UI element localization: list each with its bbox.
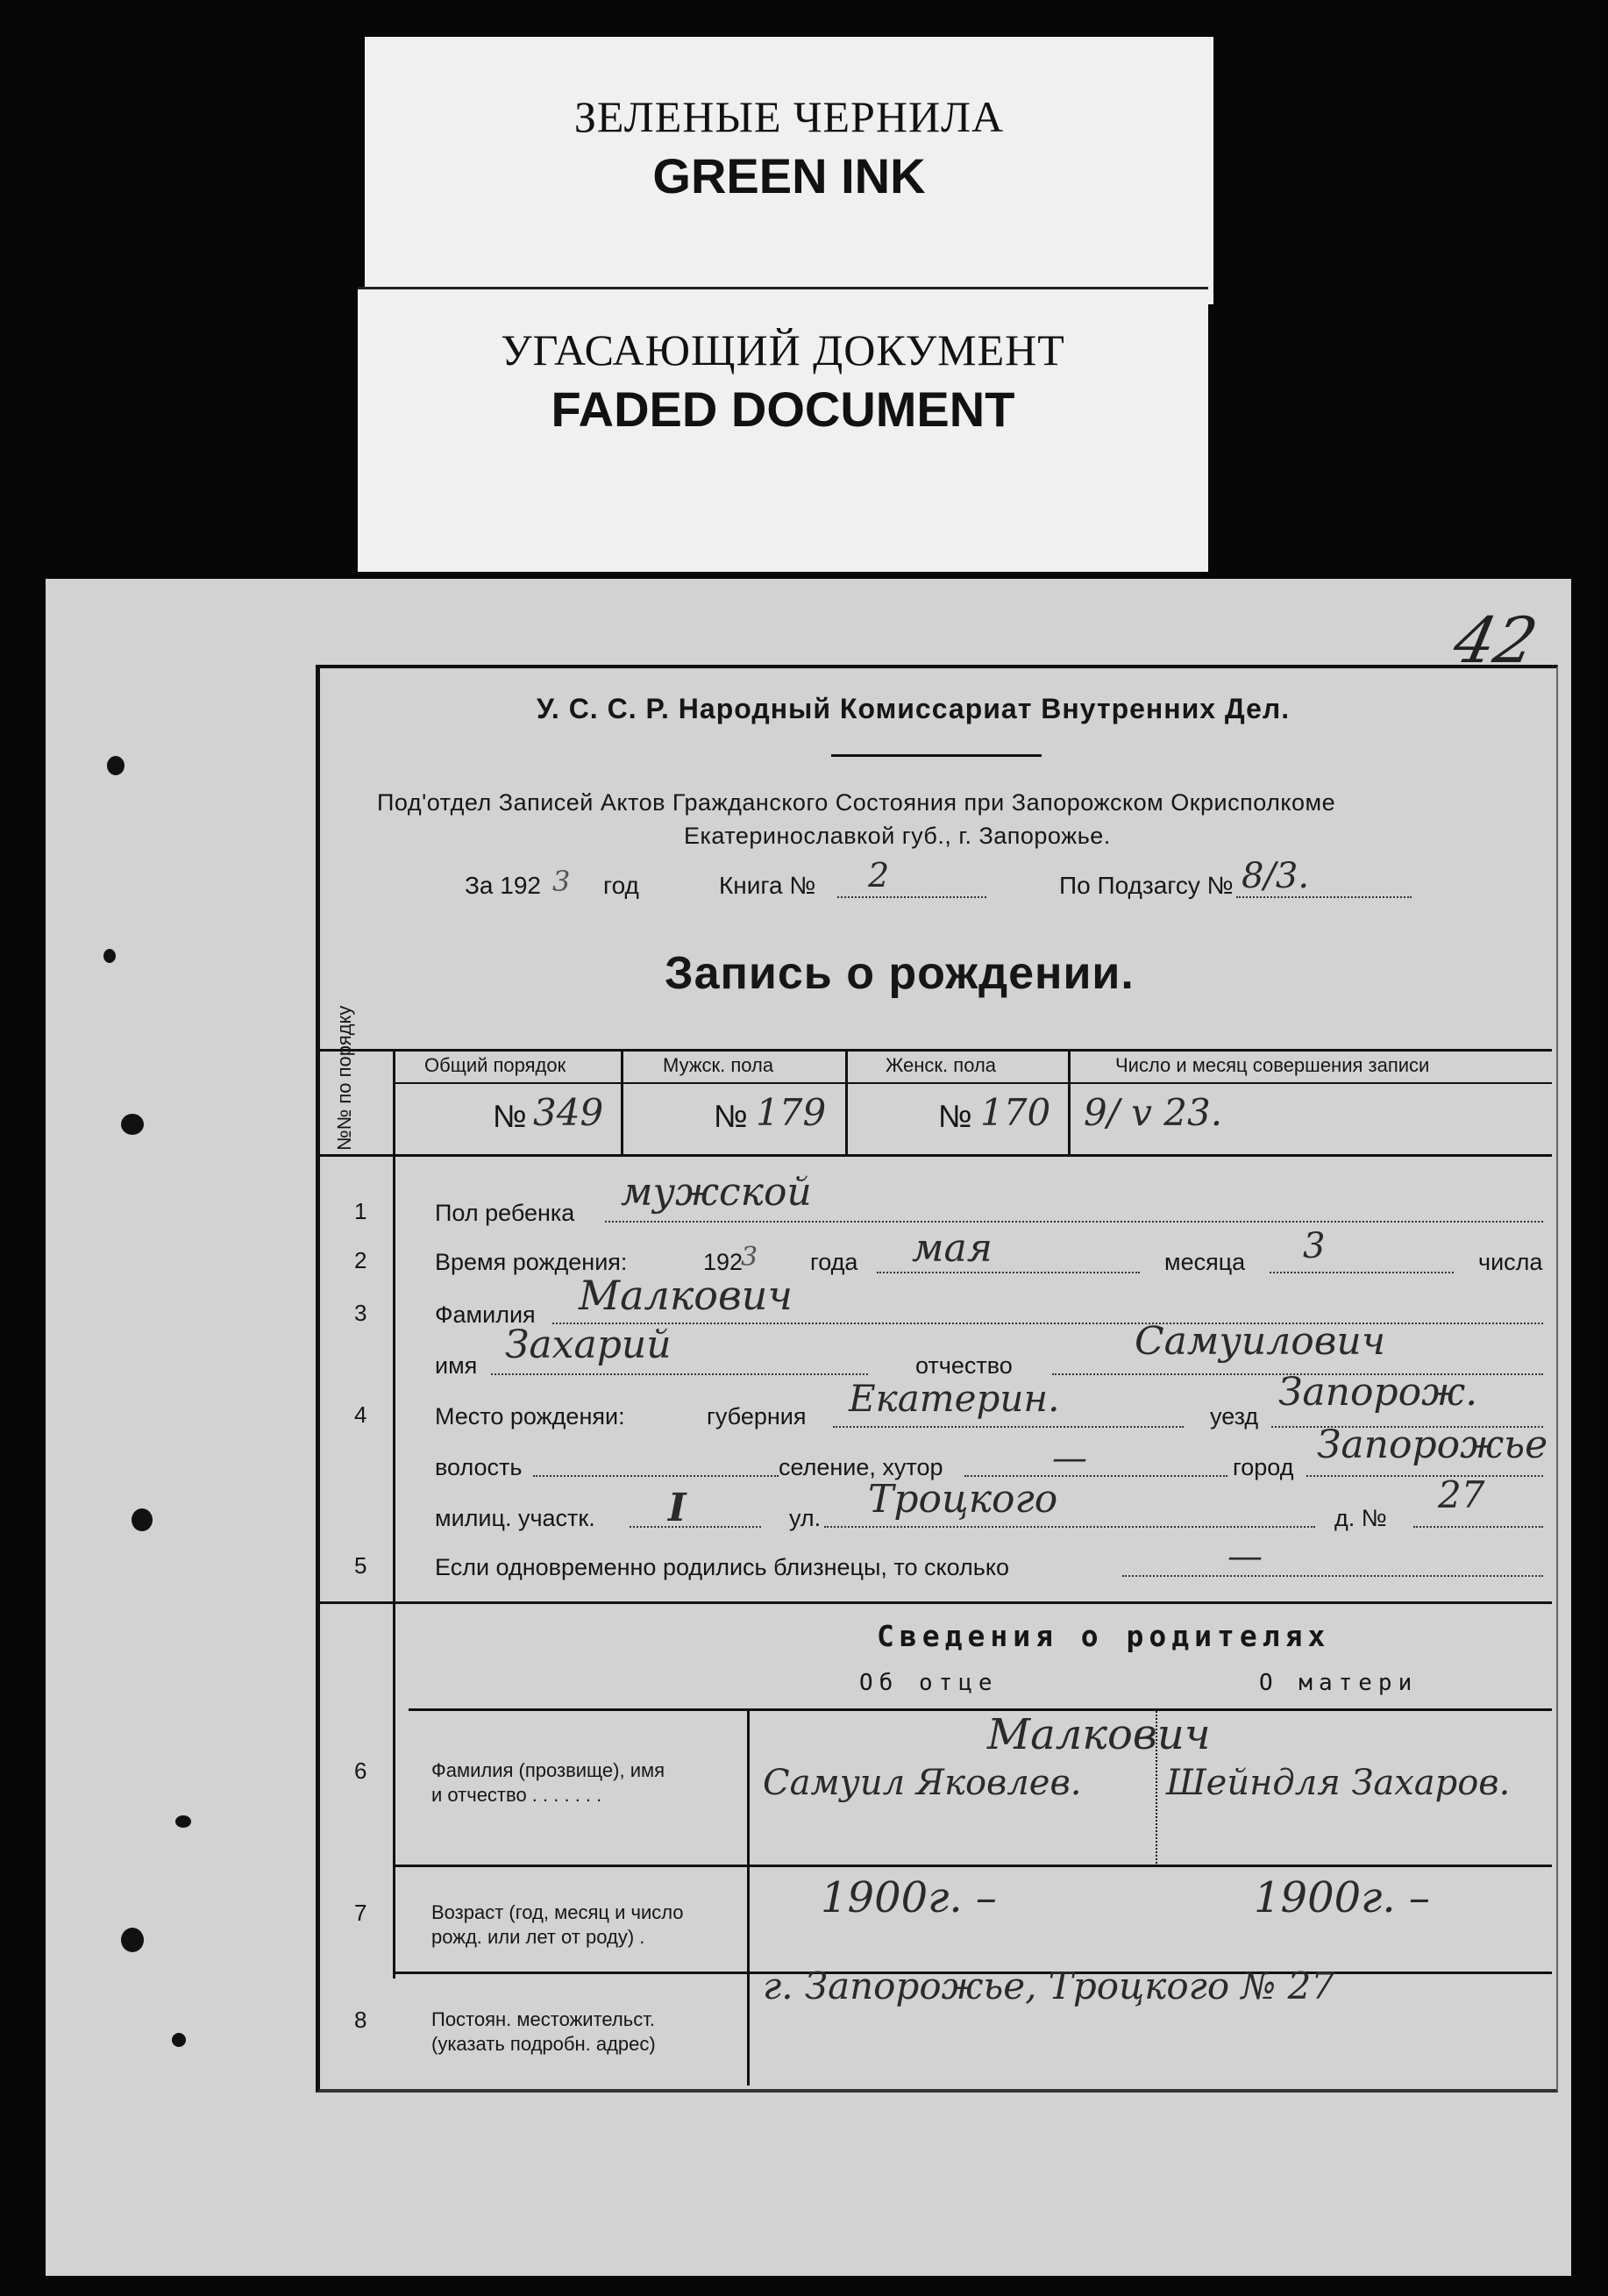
parents-header-rule [409, 1708, 1552, 1711]
birth-day-underline [1270, 1272, 1454, 1273]
father-name-value: Самуил Яковлев. [763, 1763, 1082, 1803]
row-number: 4 [354, 1401, 367, 1428]
punch-hole-icon [172, 2033, 186, 2047]
militia-value: I [668, 1486, 687, 1530]
year-value: 3 [552, 865, 571, 898]
birth-year-suffix: года [810, 1249, 858, 1275]
col-female: Женск. пола [886, 1054, 997, 1076]
header-ministry: У. С. С. Р. Народный Комиссариат Внутренних Дел. [537, 693, 1291, 724]
patronymic-label: отчество [915, 1352, 1013, 1379]
row-number: 2 [354, 1247, 367, 1273]
male-no-sign: № [714, 1098, 748, 1134]
parents-title: Сведения о родителях [877, 1619, 1331, 1653]
column-divider [845, 1049, 848, 1154]
village-label: селение, хутор [779, 1454, 943, 1480]
street-label: ул. [789, 1505, 822, 1531]
mother-age-value: 1900г. – [1254, 1873, 1430, 1922]
card-label-ru: УГАСАЮЩИЙ ДОКУМЕНТ [501, 325, 1065, 374]
punch-hole-icon [103, 949, 116, 963]
father-age-value: 1900г. – [821, 1873, 997, 1922]
birth-month-label: месяца [1164, 1249, 1246, 1275]
residence-value: г. Запорожье, Троцкого № 27 [763, 1964, 1335, 2007]
green-ink-card [365, 37, 1213, 304]
age-label: Возраст (год, месяц и число [431, 1901, 684, 1923]
surname-label: Фамилия [435, 1301, 536, 1328]
birth-day-value: 3 [1303, 1226, 1326, 1266]
female-order-value: 170 [980, 1091, 1051, 1134]
record-date-value: 9/ v 23. [1084, 1091, 1223, 1134]
twins-label: Если одновременно родились близнецы, то сколько [435, 1554, 1009, 1580]
punch-hole-icon [132, 1508, 153, 1531]
row-number: 6 [354, 1758, 367, 1784]
house-label: д. № [1334, 1505, 1387, 1531]
row-number: 5 [354, 1552, 367, 1579]
general-no-sign: № [493, 1098, 527, 1134]
header-divider [831, 754, 1042, 757]
province-label: губерния [707, 1403, 807, 1430]
punch-hole-icon [175, 1815, 191, 1828]
column-divider [393, 1049, 395, 1979]
row-number: 7 [354, 1900, 367, 1926]
page-number: 42 [1448, 603, 1544, 677]
book-underline [837, 896, 986, 898]
child-sex-label: Пол ребенка [435, 1200, 575, 1226]
book-value: 2 [868, 856, 890, 895]
row-number: 3 [354, 1300, 367, 1326]
twins-underline [1122, 1575, 1543, 1577]
province-value: Екатерин. [849, 1377, 1060, 1420]
column-divider [1068, 1049, 1071, 1154]
city-label: город [1233, 1454, 1294, 1480]
birth-year-prefix: 192 [703, 1249, 744, 1275]
col-male: Мужск. пола [663, 1054, 774, 1076]
birth-year-digit: 3 [741, 1242, 758, 1273]
house-underline [1413, 1526, 1543, 1528]
row-number-header: №№ по порядку [333, 1005, 355, 1151]
book-label: Книга № [719, 872, 816, 899]
surname-value: Малкович [579, 1272, 793, 1319]
birth-month-value: мая [912, 1226, 993, 1271]
first-name-label: имя [435, 1352, 478, 1379]
residence-label-2: (указать подробн. адрес) [431, 2033, 656, 2055]
birth-month-underline [877, 1272, 1140, 1273]
row-number: 1 [354, 1198, 367, 1224]
patronymic-value: Самуилович [1135, 1319, 1386, 1364]
punch-hole-icon [107, 756, 125, 775]
twins-value: — [1227, 1537, 1263, 1577]
faded-document-card [358, 289, 1208, 572]
province-underline [833, 1426, 1184, 1428]
first-name-value: Захарий [505, 1323, 672, 1367]
mother-header: О матери [1259, 1670, 1419, 1696]
surname-underline [552, 1323, 1543, 1324]
col-record-date: Число и месяц совершения записи [1115, 1054, 1430, 1076]
city-underline [1306, 1475, 1543, 1477]
father-header: Об отце [859, 1670, 999, 1696]
birth-place-label: Место рожденяи: [435, 1403, 625, 1430]
street-value: Троцкого [868, 1477, 1058, 1522]
male-order-value: 179 [756, 1091, 827, 1134]
village-value: — [1052, 1438, 1087, 1479]
parent-name-label-2: и отчество . . . . . . . [431, 1784, 602, 1806]
subzags-label: По Подзагсу № [1059, 872, 1234, 899]
child-sex-underline [605, 1221, 1543, 1223]
punch-hole-icon [121, 1114, 144, 1135]
militia-underline [630, 1526, 761, 1528]
year-suffix: год [603, 872, 639, 899]
district-label: уезд [1210, 1403, 1259, 1430]
punch-hole-icon [121, 1928, 144, 1952]
house-value: 27 [1438, 1473, 1485, 1516]
residence-label: Постоян. местожительст. [431, 2008, 655, 2030]
mother-name-value: Шейндля Захаров. [1166, 1763, 1511, 1803]
birth-day-label: числа [1478, 1249, 1543, 1275]
row-number: 8 [354, 2007, 367, 2033]
row-rule [393, 1865, 1552, 1867]
parent-name-label: Фамилия (прозвище), имя [431, 1759, 665, 1781]
general-order-value: 349 [533, 1091, 604, 1134]
parents-surname-value: Малкович [987, 1710, 1211, 1759]
form-title: Запись о рождении. [665, 948, 1135, 999]
header-office: Под'отдел Записей Актов Гражданского Состояния при Запорожском Окрисполкоме [377, 789, 1336, 816]
table-header-bottom-rule [320, 1154, 1552, 1157]
volost-label: волость [435, 1454, 523, 1480]
female-no-sign: № [938, 1098, 972, 1134]
subzags-underline [1236, 896, 1412, 898]
card-label-ru: ЗЕЛЕНЫЕ ЧЕРНИЛА [573, 92, 1005, 141]
year-label: За 192 [465, 872, 541, 899]
section-rule [320, 1601, 1552, 1604]
volost-underline [533, 1475, 779, 1477]
subzags-value: 8/3. [1242, 856, 1310, 896]
column-divider [621, 1049, 623, 1154]
street-underline [824, 1526, 1315, 1528]
militia-label: милиц. участк. [435, 1505, 595, 1531]
city-value: Запорожье [1317, 1423, 1548, 1467]
card-label-en: GREEN INK [652, 148, 926, 203]
header-region: Екатеринославкой губ., г. Запорожье. [684, 823, 1111, 849]
child-sex-value: мужской [621, 1170, 812, 1215]
table-top-rule [320, 1049, 1552, 1052]
parents-column-divider [747, 1708, 750, 2086]
card-label-en: FADED DOCUMENT [551, 381, 1015, 437]
birth-time-label: Время рождения: [435, 1249, 628, 1275]
col-general-order: Общий порядок [424, 1054, 566, 1076]
district-value: Запорож. [1278, 1370, 1478, 1415]
age-label-2: рожд. или лет от роду) . [431, 1926, 645, 1948]
first-name-underline [491, 1373, 868, 1375]
header-row-rule [393, 1082, 1552, 1084]
